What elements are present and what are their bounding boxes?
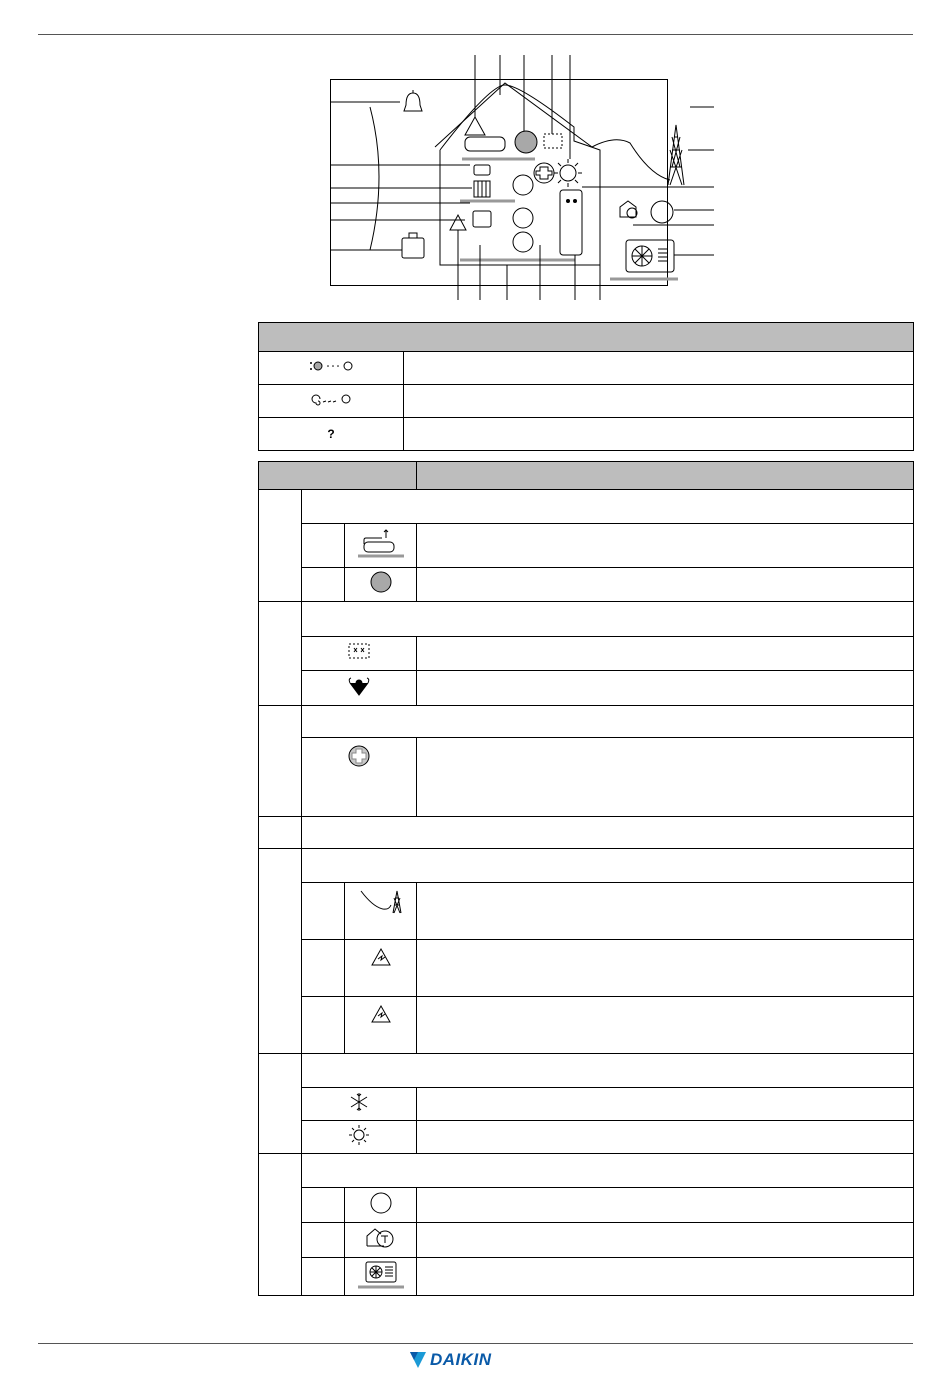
smart-grid-triangle-icon: [369, 946, 393, 968]
outdoor-house-icon: [620, 201, 637, 218]
grey-circle-icon: [369, 570, 393, 594]
remote-icon: [474, 165, 490, 175]
item-desc: [417, 671, 914, 706]
group-6-title: [302, 1054, 914, 1088]
tank-icon: [560, 190, 582, 255]
power-boost-icon: [346, 675, 372, 697]
sun-icon: [347, 1124, 371, 1146]
warning-triangle-icon: [465, 117, 485, 135]
legend-icon-cell: [259, 385, 404, 418]
group-5-number: [259, 849, 302, 1054]
legend-table: [258, 322, 914, 451]
bath-icon: [462, 137, 510, 159]
suitcase-icon: [402, 233, 424, 258]
outdoor-circle-icon: [651, 201, 673, 223]
item-letter: [302, 1258, 345, 1296]
item-letter: [302, 997, 345, 1054]
group-4-title: [302, 817, 914, 849]
component-table: [258, 461, 914, 1296]
grid-curve: [592, 140, 670, 180]
item-desc: [417, 883, 914, 940]
overview-diagram: [330, 55, 714, 300]
dotted-flow-icon: [308, 360, 354, 372]
item-letter: [302, 1188, 345, 1223]
item-desc: [417, 940, 914, 997]
booster-icon: [534, 163, 554, 183]
group-7-title: [302, 1154, 914, 1188]
legend-desc: [404, 385, 914, 418]
item-desc: [417, 1188, 914, 1223]
legend-icon-cell: [259, 352, 404, 385]
icon-cell: [302, 637, 417, 671]
group-2-number: [259, 602, 302, 706]
icon-cell: [302, 671, 417, 706]
bell-icon: [404, 90, 422, 111]
group-3-number: [259, 706, 302, 817]
smart-grid-triangle-icon-2: [369, 1003, 393, 1025]
legend-icon-cell: [259, 418, 404, 451]
dotted-box-icon: [347, 642, 371, 660]
item-desc: [417, 568, 914, 602]
item-desc: [417, 524, 914, 568]
item-letter: [302, 524, 345, 568]
item-desc: [417, 1223, 914, 1258]
outdoor-unit-icon: [356, 1259, 406, 1289]
item-desc: [417, 1258, 914, 1296]
header-col-1: [259, 462, 417, 490]
legend-desc: [404, 352, 914, 385]
sun-icon: [554, 159, 582, 187]
legend-header: [259, 323, 914, 352]
leader-lines-right: [582, 107, 714, 255]
bottom-rule: [38, 1343, 913, 1344]
spiral-flow-icon: [308, 392, 354, 406]
item-letter: [302, 1223, 345, 1258]
item-letter: [302, 940, 345, 997]
grey-circle-icon: [515, 131, 537, 153]
icon-cell: [345, 940, 417, 997]
icon-cell: [345, 1258, 417, 1296]
warning-triangle-icon-2: [450, 215, 466, 230]
group-7-number: [259, 1154, 302, 1296]
diagram-frame: [331, 80, 668, 286]
icon-cell: [345, 883, 417, 940]
logo-text: DAIKIN: [430, 1350, 492, 1369]
group-4-number: [259, 817, 302, 849]
thermostat-icon: [473, 211, 491, 227]
bath-icon: [356, 528, 406, 558]
icon-cell: [302, 738, 417, 817]
zone-circle-1: [513, 175, 533, 195]
snowflake-icon: [347, 1091, 371, 1113]
zone-circle-2: [513, 208, 533, 228]
icon-cell: [345, 524, 417, 568]
group-2-title: [302, 602, 914, 637]
item-desc: [417, 738, 914, 817]
outdoor-circle-icon: [369, 1191, 393, 1215]
group-3-title: [302, 706, 914, 738]
top-rule: [38, 34, 913, 35]
group-1-number: [259, 490, 302, 602]
question-icon: ?: [327, 427, 335, 441]
icon-cell: [345, 1223, 417, 1258]
roof-line: [435, 83, 592, 147]
icon-cell: [345, 997, 417, 1054]
radiator-icon: [474, 181, 490, 197]
group-5-title: [302, 849, 914, 883]
booster-heater-icon: [347, 744, 371, 768]
outdoor-house-icon: [364, 1226, 398, 1250]
icon-cell: [302, 1088, 417, 1121]
dotted-box-icon: [544, 134, 562, 148]
item-letter: [302, 568, 345, 602]
icon-cell: [345, 1188, 417, 1223]
pylon-icon: [668, 125, 684, 185]
icon-cell: [345, 568, 417, 602]
item-desc: [417, 997, 914, 1054]
grid-pylon-icon: [359, 887, 403, 917]
legend-desc: [404, 418, 914, 451]
daikin-logo-mark-icon: [408, 1350, 428, 1370]
arc-line: [370, 107, 379, 250]
item-desc: [417, 1121, 914, 1154]
zone-circle-3: [513, 232, 533, 252]
daikin-logo: [408, 1350, 514, 1370]
header-col-2: [417, 462, 914, 490]
item-desc: [417, 637, 914, 671]
item-letter: [302, 883, 345, 940]
group-1-title: [302, 490, 914, 524]
item-desc: [417, 1088, 914, 1121]
group-6-number: [259, 1054, 302, 1154]
icon-cell: [302, 1121, 417, 1154]
